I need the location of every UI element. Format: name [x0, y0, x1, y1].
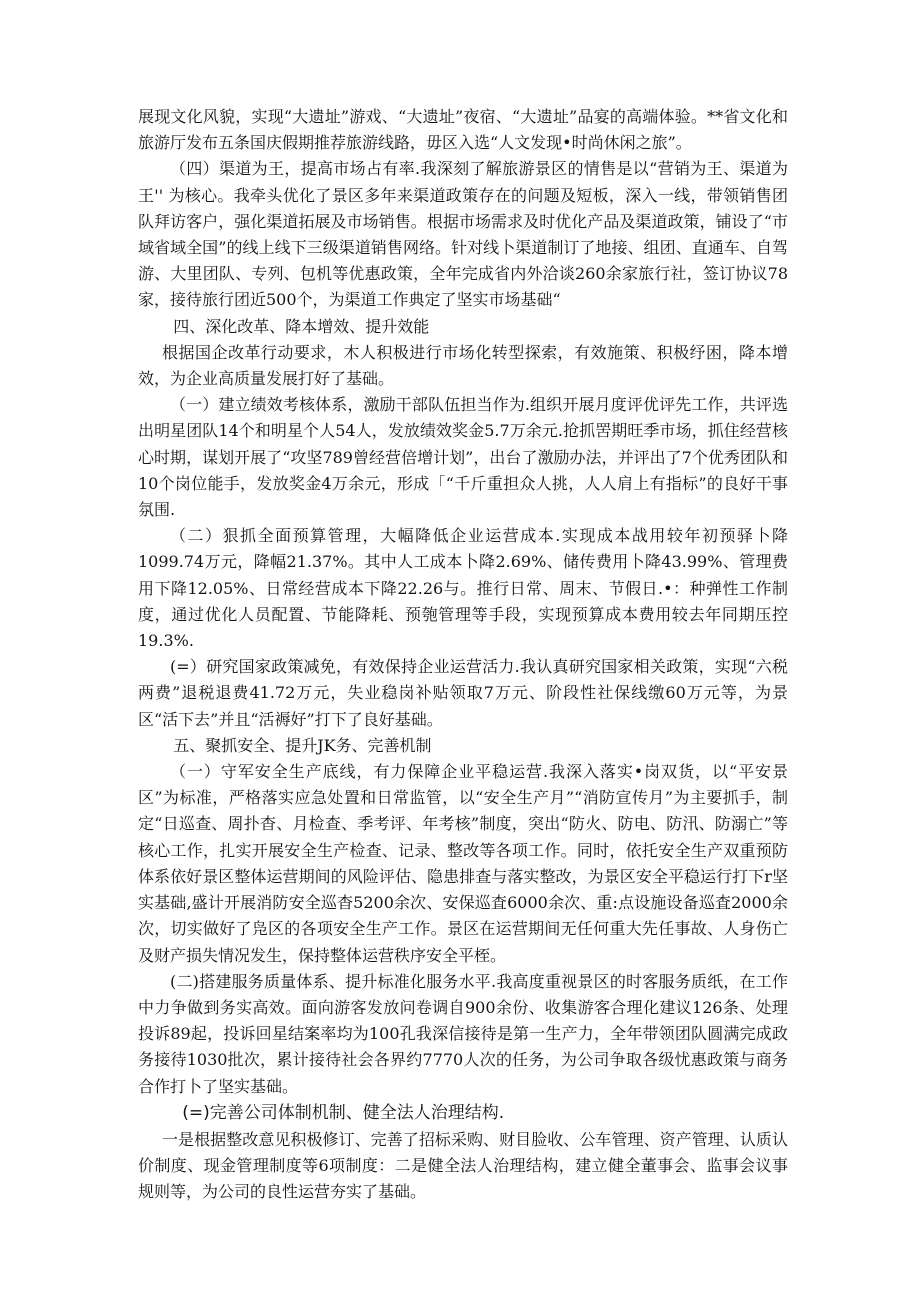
- paragraph-reform-intro: 根据国企改革行动要求，木人积极进行市场化转型探索，有效施策、积极纾困，降本增效，为企业高质量发展打好了基础。: [138, 342, 788, 389]
- paragraph-performance-system: （一）建立绩效考核体系，激励干部队伍担当作为.组织开展月度评优评先工作，共评选出明星团队14个和明星个人54人，发放绩效奖金5.7万余元.抢抓罟期旺季市场，抓住经营核心时期，谋划开展了“攻坚789曾经营倍增计划”，出台了激励办法，并评出了7个优秀团队和10个岗位能手，发放奖金4万余元，形成「“千斤重担众人挑，人人肩上有指标”的良好干事氛围.: [138, 395, 788, 520]
- subheading-governance: (=)完善公司体制机制、健全法人治理结构.: [182, 1102, 505, 1123]
- section-heading-reform: 四、深化改革、降本增效、提升效能: [173, 316, 430, 336]
- paragraph-channel-strategy: （四）渠道为王，提高市场占有率.我深刻了解旅游景区的情售是以“营销为王、渠道为王'' 为核心。我牵头优化了景区多年来渠道政策存在的问题及短板，深入一线，带领销售团队拜访客户，强化渠道拓展及市场销售。根据市场需求及时优化产品及渠道政策，铺设了“市域省域全国”的线上线下三级渠道销售网络。针对线卜渠道制订了地接、组团、直通车、自驾游、大里团队、专列、包机等优惠政策，全年完成省内外洽谈260余家旅行社，签订协议78家，接待旅行团近500个，为渠道工作典定了坚实市场基础“: [138, 159, 788, 310]
- section-heading-safety: 五、聚抓安全、提升JK务、完善机制: [173, 735, 432, 755]
- paragraph-governance: 一是根据整改意见积极修订、完善了招标采购、财目脸收、公车管理、资产管理、认质认价制度、现金管理制度等6项制度：二是健全法人治理结构，建立健全董事会、监事会议事规则等，为公司的良性运营夯实了基础。: [138, 1129, 788, 1202]
- paragraph-budget-management: （二）狠抓全面预算管理，大幅降低企业运营成本.实现成本战用较年初预驿卜降1099.74万元，降幅21.37%。其中人工成本卜降2.69%、储传费用卜降43.99%、管理费用下降12.05%、日常经营成本下降22.26与。推行日常、周末、节假日.•：种弹性工作制度，通过优化人员配置、节能降耗、预匏管理等手段，实现预算成本费用较去年同期压控19.3%.: [138, 526, 788, 651]
- paragraph-cultural-experience: 展现文化风貌，实现“大遗址”游戏、“大遗址”夜宿、“大遗址”品宴的高端体验。**省文化和旅游厅发布五条国庆假期推荐旅游线路，毋区入选“人文发现•时尚休闲之旅”。: [138, 107, 788, 153]
- paragraph-policy-relief: (=）研究国家政策减免，有效保持企业运营活力.我认真研究国家相关政策，实现“六税两费”退税退费41.72万元，失业稳岗补贴领取7万元、阶段性社保线缴60万元等，为景区“活下去”并且“活褥好”打下了良好基础。: [138, 657, 788, 729]
- document-page: [138, 104, 788, 1205]
- paragraph-safety-production: （一）守军安全生产底线，有力保障企业平稳运营.我深入落实•岗双货，以“平安景区”为标准，严格落实应急处置和日常监管，以“安全生产月”“消防宣传月”为主要抓手，制定“日巡查、周扑杳、月检查、季考评、年考核”制度，突出“防火、防电、防汛、防溺亡”等核心工作，扎实开展安全生产检查、记录、整改等各项工作。同时，依托安全生产双重预防体系依好景区整体运营期间的风险评估、隐患排查与落实整改，为景区安全平稳运行打下r坚实基础,盛计开展消防安全巡杳5200余次、安保巡査6000余次、重:点设施设备巡査2000余次，切实做好了凫区的各项安全生产工作。景区在运营期间无任何重大先任事故、人身伤亡及财产损失情况发生，保持整体运营秩序安全平桎。: [138, 762, 788, 965]
- paragraph-service-quality: (二)搭建服务质量体系、提升标准化服务水平.我高度重视景区的时客服务质纸，在工作中力争做到务实高效。面向游客发放问卷调自900余份、收集游客合理化建议126条、处理投诉89起，投诉回星结案率均为100孔我深信接待是第一生产力，全年带领团队圆满完成政务接待1030批次，累计接待社会各界约7770人次的任务，为公司争取各级忧惠政策与商务合作打卜了坚实基础。: [138, 971, 788, 1096]
